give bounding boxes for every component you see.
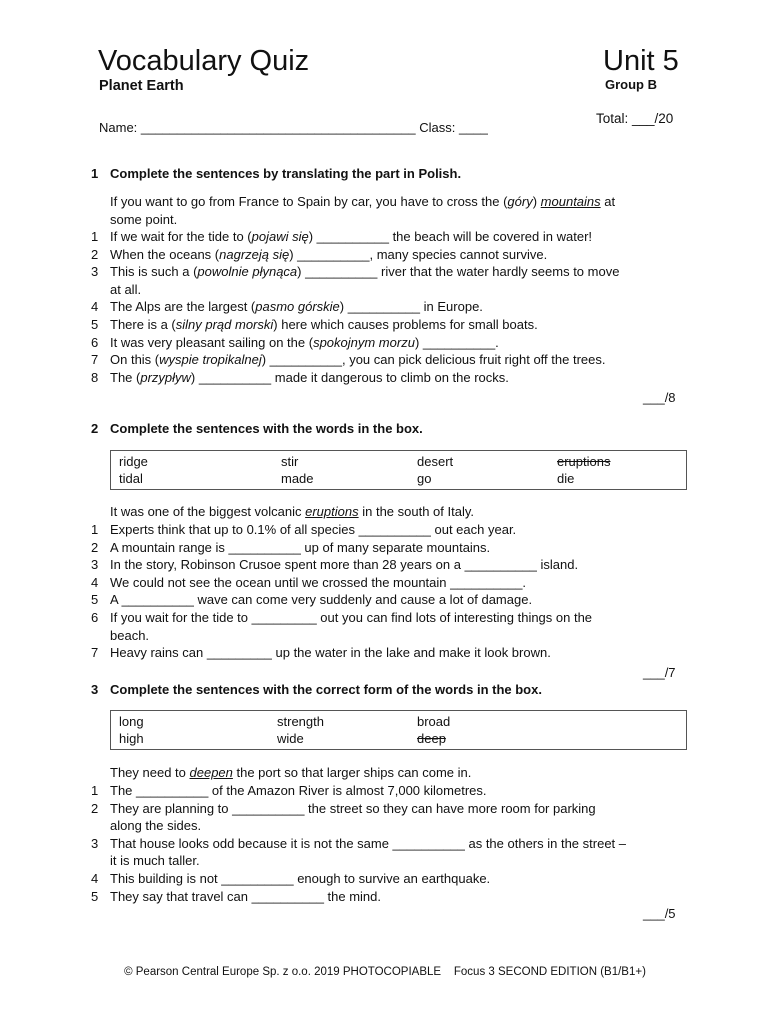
item-text: In the story, Robinson Crusoe spent more than 28 years on a __________ island. <box>110 557 579 573</box>
unit-label: Unit 5 <box>603 45 679 77</box>
section1-heading <box>91 166 462 181</box>
list-item <box>91 316 538 334</box>
box-word: ridge <box>119 454 148 469</box>
polish-phrase: silny prąd morski <box>175 317 274 332</box>
item-text: ) __________ the beach will be covered in water! <box>308 229 593 244</box>
item-text: This building is not __________ enough to survive an earthquake. <box>110 871 491 886</box>
list-item <box>91 334 499 352</box>
example-answer: deepen <box>189 765 233 780</box>
item-text: They say that travel can __________ the mind. <box>110 888 382 904</box>
item-text: Experts think that up to 0.1% of all species __________ out each year. <box>110 522 517 537</box>
section3-number: 3 <box>91 682 99 697</box>
item-text: It was very pleasant sailing on the ( <box>110 334 314 350</box>
item-text: ) __________, many species cannot survive. <box>289 246 548 262</box>
section3-score: ___/5 <box>643 906 676 921</box>
list-item <box>91 556 579 574</box>
item-text: There is a ( <box>110 317 176 332</box>
list-item <box>91 835 627 853</box>
list-item <box>91 870 491 888</box>
list-item <box>91 800 596 818</box>
item-text: ) __________. <box>414 334 499 350</box>
box-word: wide <box>277 731 304 746</box>
item-number: 5 <box>91 317 99 332</box>
item-number: 6 <box>91 610 99 625</box>
item-text: ) __________ in Europe. <box>339 299 483 315</box>
box-word: made <box>281 471 314 486</box>
polish-phrase: powolnie płynąca <box>197 264 298 280</box>
list-item <box>91 351 606 369</box>
item-text: A __________ wave can come very suddenly and cause a lot of damage. <box>110 592 533 608</box>
item-number: 1 <box>91 229 99 244</box>
polish-phrase: nagrzeją się <box>219 246 290 262</box>
list-item <box>91 298 483 316</box>
item-number: 8 <box>91 369 99 385</box>
section1-score: ___/8 <box>643 390 676 405</box>
list-item <box>91 609 593 627</box>
quiz-title: Vocabulary Quiz <box>98 45 310 77</box>
item-number: 3 <box>91 557 99 573</box>
box-word: strength <box>277 714 324 729</box>
item-text: When the oceans ( <box>110 246 220 262</box>
box-word: desert <box>417 454 454 469</box>
section2-instruction: Complete the sentences with the words in the box. <box>110 421 423 436</box>
polish-phrase: góry <box>507 194 533 209</box>
list-item <box>91 228 593 246</box>
item-number: 7 <box>91 645 99 661</box>
box-word: high <box>119 731 144 746</box>
item-number: 2 <box>91 539 99 555</box>
polish-phrase: pojawi się <box>251 229 309 244</box>
item-text: On this ( <box>110 352 160 368</box>
item-text: ) here which causes problems for small boats. <box>273 317 538 332</box>
list-item <box>91 521 517 539</box>
box-word: go <box>417 471 432 486</box>
example-answer: eruptions <box>305 504 359 519</box>
polish-phrase: spokojnym morzu <box>313 334 415 350</box>
item-text: The __________ of the Amazon River is almost 7,000 kilometres. <box>110 783 487 798</box>
box-word: stir <box>281 454 299 469</box>
section3-heading <box>91 682 542 697</box>
list-item <box>91 888 382 906</box>
list-item <box>91 782 487 800</box>
section3-instruction: Complete the sentences with the correct form of the words in the box. <box>110 682 542 697</box>
item-text: If we wait for the tide to ( <box>110 229 252 244</box>
section2-score: ___/7 <box>643 665 676 680</box>
item-text: along the sides. <box>110 818 202 834</box>
item-text: They are planning to __________ the street so they can have more room for parking <box>110 800 596 816</box>
box-word: broad <box>417 714 451 729</box>
total-score: Total: ___/20 <box>596 111 674 126</box>
example-answer: mountains <box>540 194 601 209</box>
item-number: 4 <box>91 574 99 590</box>
item-text: That house looks odd because it is not the same __________ as the others in the street – <box>110 835 627 851</box>
item-number: 5 <box>91 592 99 608</box>
item-number: 3 <box>91 835 99 851</box>
item-number: 1 <box>91 783 99 798</box>
item-text: beach. <box>110 627 150 643</box>
item-text: ) __________, you can pick delicious fruit right off the trees. <box>261 352 606 368</box>
section2-heading <box>91 421 423 436</box>
name-class-line: Name: ______________________________________ Class: ____ <box>99 120 488 135</box>
item-text: ) __________ river that the water hardly seems to move <box>297 264 620 280</box>
box-word: die <box>557 471 575 486</box>
item-text: ) __________ made it dangerous to climb on the rocks. <box>190 369 509 385</box>
edition-text: Focus 3 SECOND EDITION (B1/B1+) <box>453 966 646 978</box>
list-item <box>91 539 491 557</box>
section1-instruction: Complete the sentences by translating the part in Polish. <box>110 166 462 181</box>
item-number: 2 <box>91 246 99 262</box>
item-text: Heavy rains can _________ up the water in the lake and make it look brown. <box>110 645 551 661</box>
list-item <box>91 369 509 387</box>
item-number: 5 <box>91 888 99 904</box>
list-item <box>110 627 149 645</box>
section2-word-box <box>110 450 687 490</box>
section1-example: If you want to go from France to Spain by car, you have to cross the (góry) mountains at <box>110 194 616 209</box>
item-number: 2 <box>91 800 99 816</box>
item-number: 4 <box>91 871 99 886</box>
item-number: 1 <box>91 522 99 537</box>
list-item <box>91 246 548 264</box>
polish-phrase: przypływ <box>140 369 191 385</box>
list-item <box>110 281 141 299</box>
section2-number: 2 <box>91 421 99 436</box>
list-item <box>91 591 533 609</box>
box-word-example: eruptions <box>557 454 611 469</box>
list-item <box>110 817 201 835</box>
item-number: 4 <box>91 299 99 315</box>
section1-number: 1 <box>91 166 99 181</box>
quiz-subtitle: Planet Earth <box>99 78 184 94</box>
list-item <box>91 644 551 662</box>
item-text: it is much taller. <box>110 853 200 869</box>
item-text: This is such a ( <box>110 264 198 280</box>
polish-phrase: wyspie tropikalnej <box>159 352 262 368</box>
group-label: Group B <box>605 77 657 92</box>
item-text: We could not see the ocean until we crossed the mountain __________. <box>110 574 527 590</box>
section1-example-cont: some point. <box>110 212 178 227</box>
item-text: A mountain range is __________ up of many separate mountains. <box>110 539 491 555</box>
section3-example: They need to deepen the port so that larger ships can come in. <box>110 765 472 780</box>
polish-phrase: pasmo górskie <box>255 299 340 315</box>
section2-example: It was one of the biggest volcanic eruptions in the south of Italy. <box>110 504 474 519</box>
item-number: 7 <box>91 352 99 368</box>
list-item <box>91 574 527 592</box>
box-word: tidal <box>119 471 143 486</box>
item-text: If you wait for the tide to _________ out you can find lots of interesting things on the <box>110 610 593 625</box>
list-item <box>110 852 200 870</box>
copyright-text: © Pearson Central Europe Sp. z o.o. 2019 PHOTOCOPIABLE <box>124 966 442 978</box>
item-text: at all. <box>110 281 142 297</box>
item-number: 6 <box>91 334 99 350</box>
item-text: The Alps are the largest ( <box>110 299 256 315</box>
page-footer <box>0 966 770 978</box>
item-text: The ( <box>110 369 141 385</box>
box-word: long <box>119 714 144 729</box>
section3-word-box <box>110 710 687 750</box>
list-item <box>91 263 620 281</box>
box-word-example: deep <box>417 731 446 746</box>
item-number: 3 <box>91 264 99 280</box>
